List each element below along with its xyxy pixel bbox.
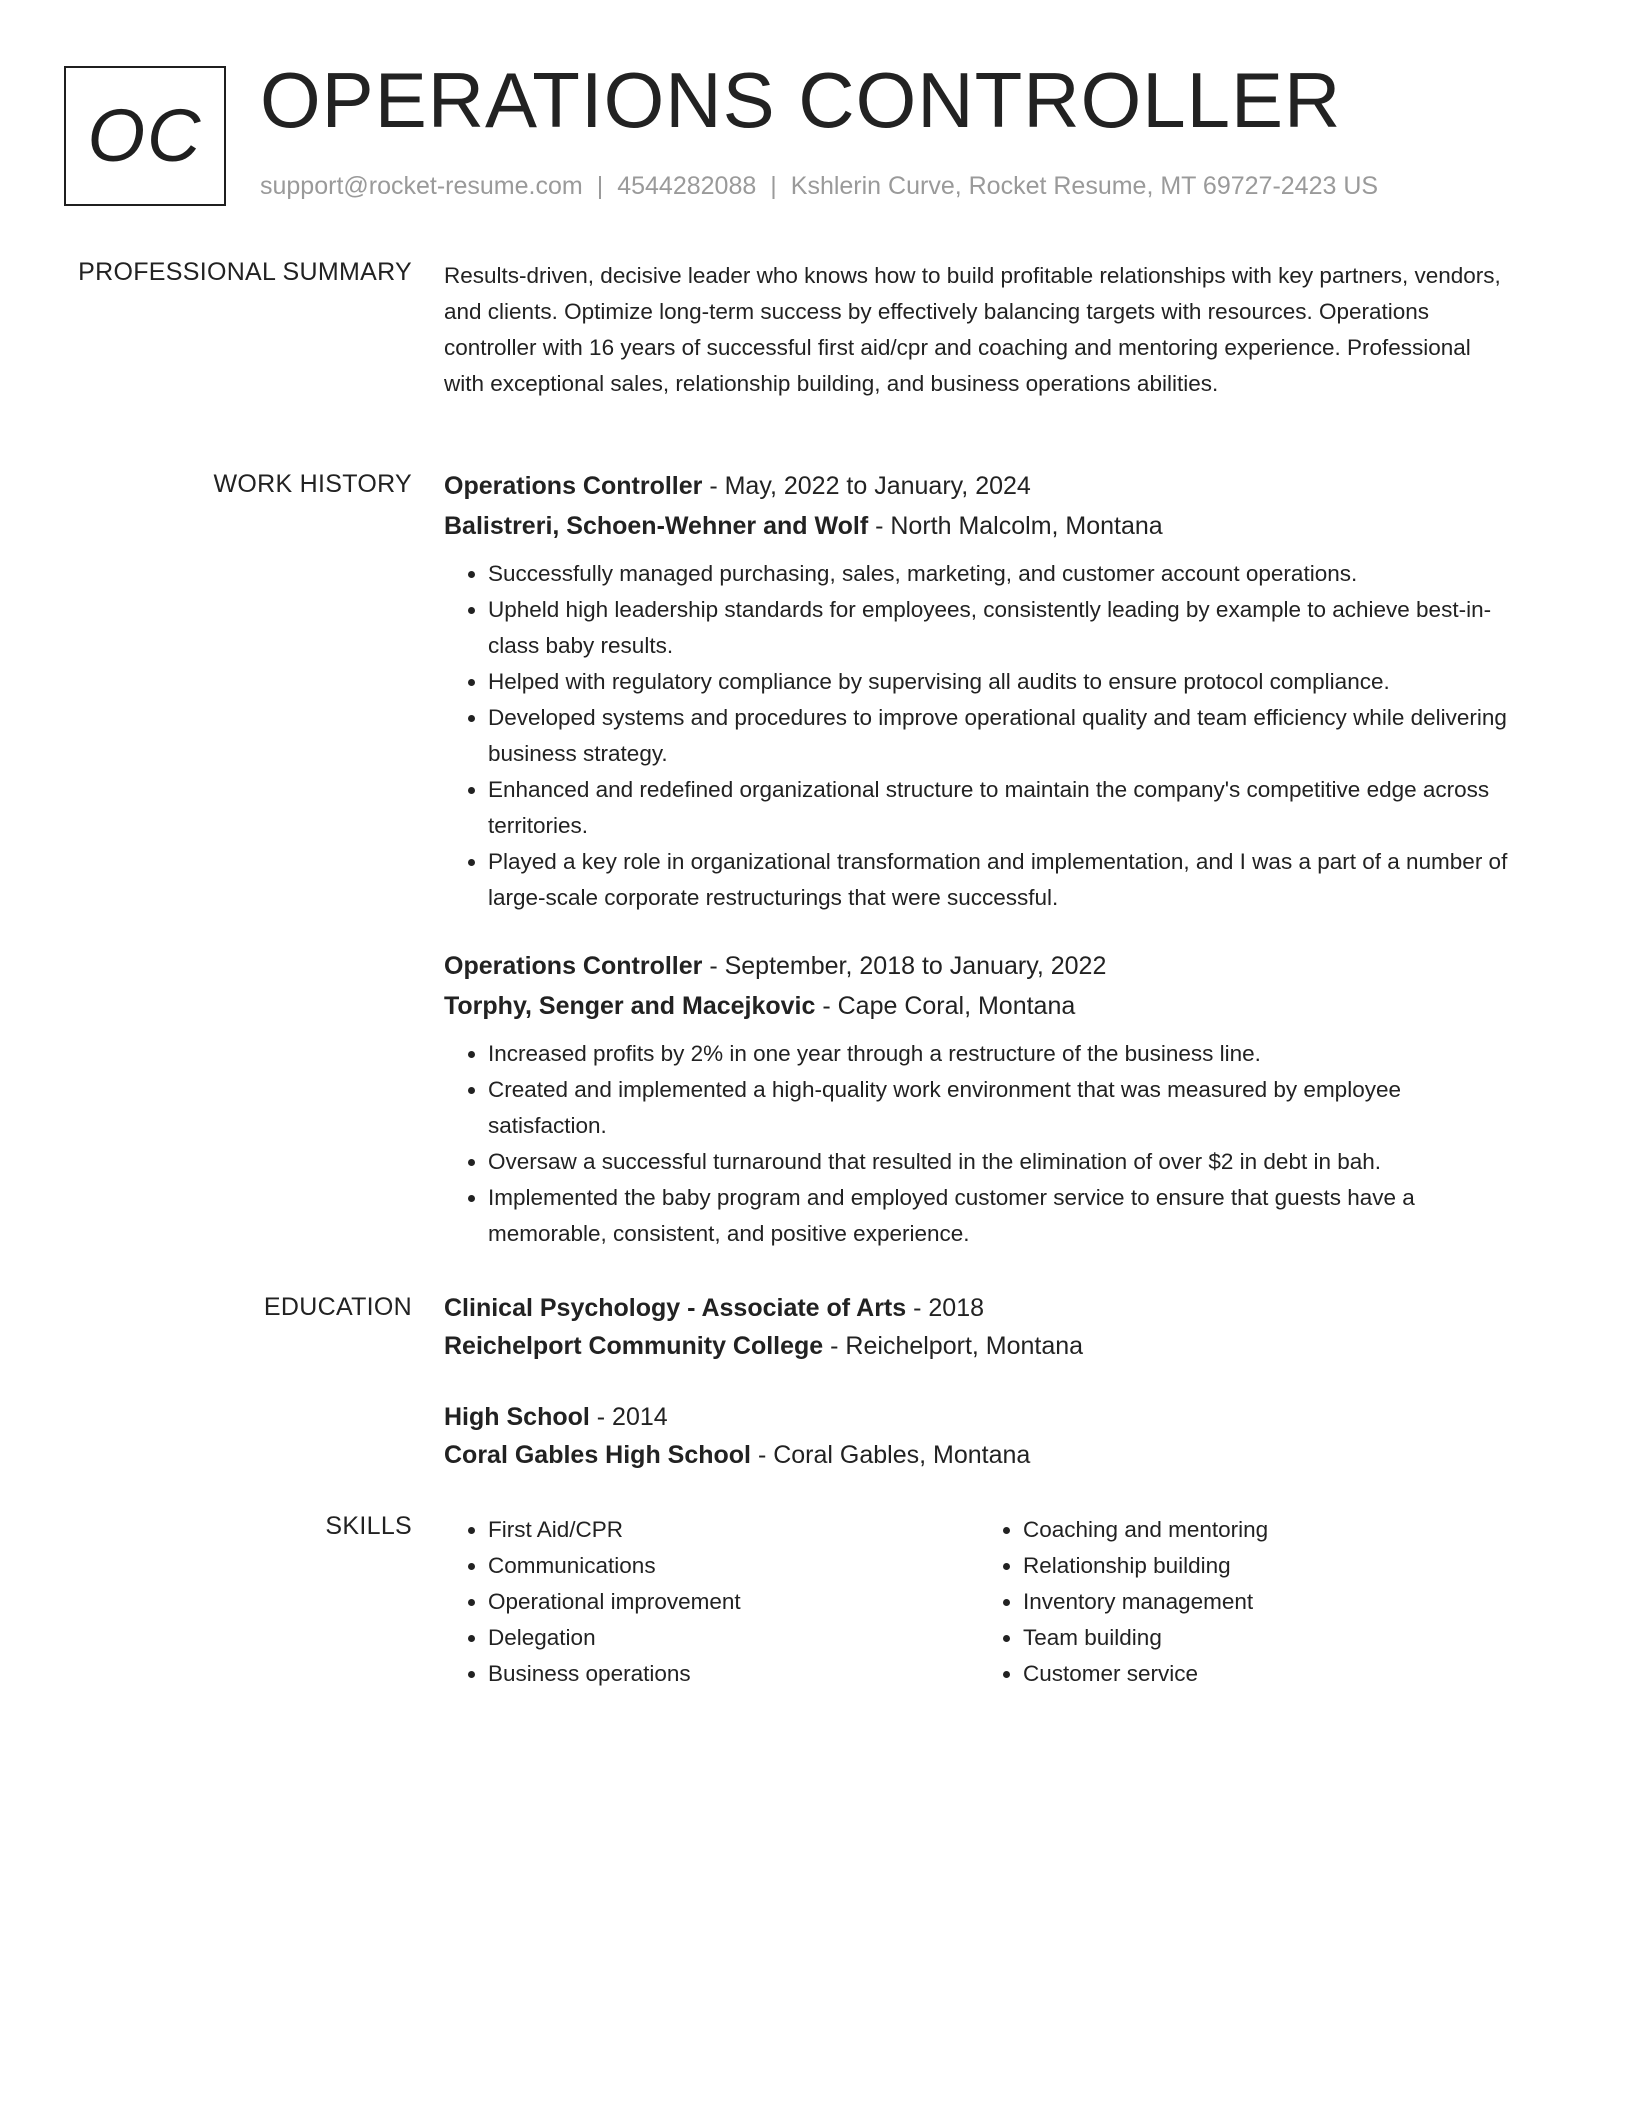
education-location: - Coral Gables, Montana xyxy=(751,1441,1031,1469)
education-school: Coral Gables High School xyxy=(444,1441,751,1469)
education-degree: High School xyxy=(444,1403,590,1431)
skills-label: SKILLS xyxy=(325,1512,412,1540)
skill-item: • Inventory management xyxy=(1023,1584,1514,1620)
skill-item: • Delegation xyxy=(488,1620,979,1656)
job-dates: - May, 2022 to January, 2024 xyxy=(702,472,1031,500)
skill-item: • Business operations xyxy=(488,1656,979,1692)
job-title: Operations Controller xyxy=(444,472,703,500)
job-bullet: • Played a key role in organizational transformation and implementation, and I was a part of a number of large-scale corporate restructurings that were successful. xyxy=(488,844,1514,916)
education-degree: Clinical Psychology - Associate of Arts xyxy=(444,1294,907,1322)
skill-item: • First Aid/CPR xyxy=(488,1512,979,1548)
job-bullet: • Enhanced and redefined organizational structure to maintain the company's competitive edge across territories. xyxy=(488,772,1514,844)
monogram-initials: OC xyxy=(87,94,203,177)
skills-body xyxy=(444,1512,1514,1692)
job-company-line xyxy=(444,506,1514,546)
contact-separator: | xyxy=(596,172,604,200)
education-entry xyxy=(444,1398,1514,1474)
job-bullet: • Oversaw a successful turnaround that resulted in the elimination of over $2 in debt in bah. xyxy=(488,1144,1514,1180)
skills-columns xyxy=(444,1512,1514,1692)
education-degree-line xyxy=(444,1398,1514,1436)
summary-body xyxy=(444,258,1514,402)
contact-separator: | xyxy=(770,172,777,200)
job-bullet: • Upheld high leadership standards for employees, consistently leading by example to achieve best-in-class baby results. xyxy=(488,592,1514,664)
skills-list xyxy=(444,1512,979,1692)
work-history-label: WORK HISTORY xyxy=(213,470,412,498)
job-dates: - September, 2018 to January, 2022 xyxy=(702,952,1107,980)
skills-list xyxy=(979,1512,1514,1692)
job-title-line xyxy=(444,466,1514,506)
job-bullet: • Created and implemented a high-quality work environment that was measured by employee satisfaction. xyxy=(488,1072,1514,1144)
skill-item: • Communications xyxy=(488,1548,979,1584)
job-company-line xyxy=(444,986,1514,1026)
job-bullet: • Developed systems and procedures to improve operational quality and team efficiency while delivering business strategy. xyxy=(488,700,1514,772)
contact-phone: 4544282088 xyxy=(617,172,757,200)
job-company: Torphy, Senger and Macejkovic xyxy=(444,992,816,1020)
job-bullet: • Increased profits by 2% in one year through a restructure of the business line. xyxy=(488,1036,1514,1072)
job-bullets xyxy=(444,1036,1514,1252)
education-body xyxy=(444,1289,1514,1474)
monogram-box xyxy=(64,66,226,206)
job-company: Balistreri, Schoen-Wehner and Wolf xyxy=(444,512,869,540)
job-title-line xyxy=(444,946,1514,986)
job-bullet: • Implemented the baby program and employed customer service to ensure that guests have a memorable, consistent, and positive experience. xyxy=(488,1180,1514,1252)
contact-line xyxy=(260,172,1378,201)
summary-text: Results-driven, decisive leader who knows how to build profitable relationships with key partners, vendors, and clients. Optimize long-term success by effectively balancing targets with resources. Operations controller with 16 years of successful first aid/cpr and coaching and mentoring experience. Professional with exceptional sales, relationship building, and business operations abilities. xyxy=(444,263,1501,396)
contact-address: Kshlerin Curve, Rocket Resume, MT 69727-2423 US xyxy=(790,172,1379,200)
skill-item: • Relationship building xyxy=(1023,1548,1514,1584)
job-entry xyxy=(444,466,1514,916)
resume-name: OPERATIONS CONTROLLER xyxy=(260,56,1342,144)
job-location: - North Malcolm, Montana xyxy=(868,512,1163,540)
education-location: - Reichelport, Montana xyxy=(823,1332,1084,1360)
job-title: Operations Controller xyxy=(444,952,703,980)
skill-item: • Customer service xyxy=(1023,1656,1514,1692)
skill-item: • Coaching and mentoring xyxy=(1023,1512,1514,1548)
education-label: EDUCATION xyxy=(263,1293,412,1321)
summary-label: PROFESSIONAL SUMMARY xyxy=(78,258,412,286)
job-bullet: • Successfully managed purchasing, sales, marketing, and customer account operations. xyxy=(488,556,1514,592)
education-degree-line xyxy=(444,1289,1514,1327)
job-location: - Cape Coral, Montana xyxy=(815,992,1076,1020)
skills-column-right xyxy=(979,1512,1514,1692)
job-entry xyxy=(444,946,1514,1252)
skill-item: • Operational improvement xyxy=(488,1584,979,1620)
education-school-line xyxy=(444,1327,1514,1365)
education-year: - 2014 xyxy=(589,1403,668,1431)
education-school: Reichelport Community College xyxy=(444,1332,824,1360)
education-entry xyxy=(444,1289,1514,1365)
work-history-body xyxy=(444,466,1514,1252)
job-bullet: • Helped with regulatory compliance by supervising all audits to ensure protocol compliance. xyxy=(488,664,1514,700)
skills-column-left xyxy=(444,1512,979,1692)
job-bullets xyxy=(444,556,1514,916)
education-school-line xyxy=(444,1436,1514,1474)
contact-email: support@rocket-resume.com xyxy=(260,172,583,200)
skill-item: • Team building xyxy=(1023,1620,1514,1656)
education-year: - 2018 xyxy=(906,1294,985,1322)
